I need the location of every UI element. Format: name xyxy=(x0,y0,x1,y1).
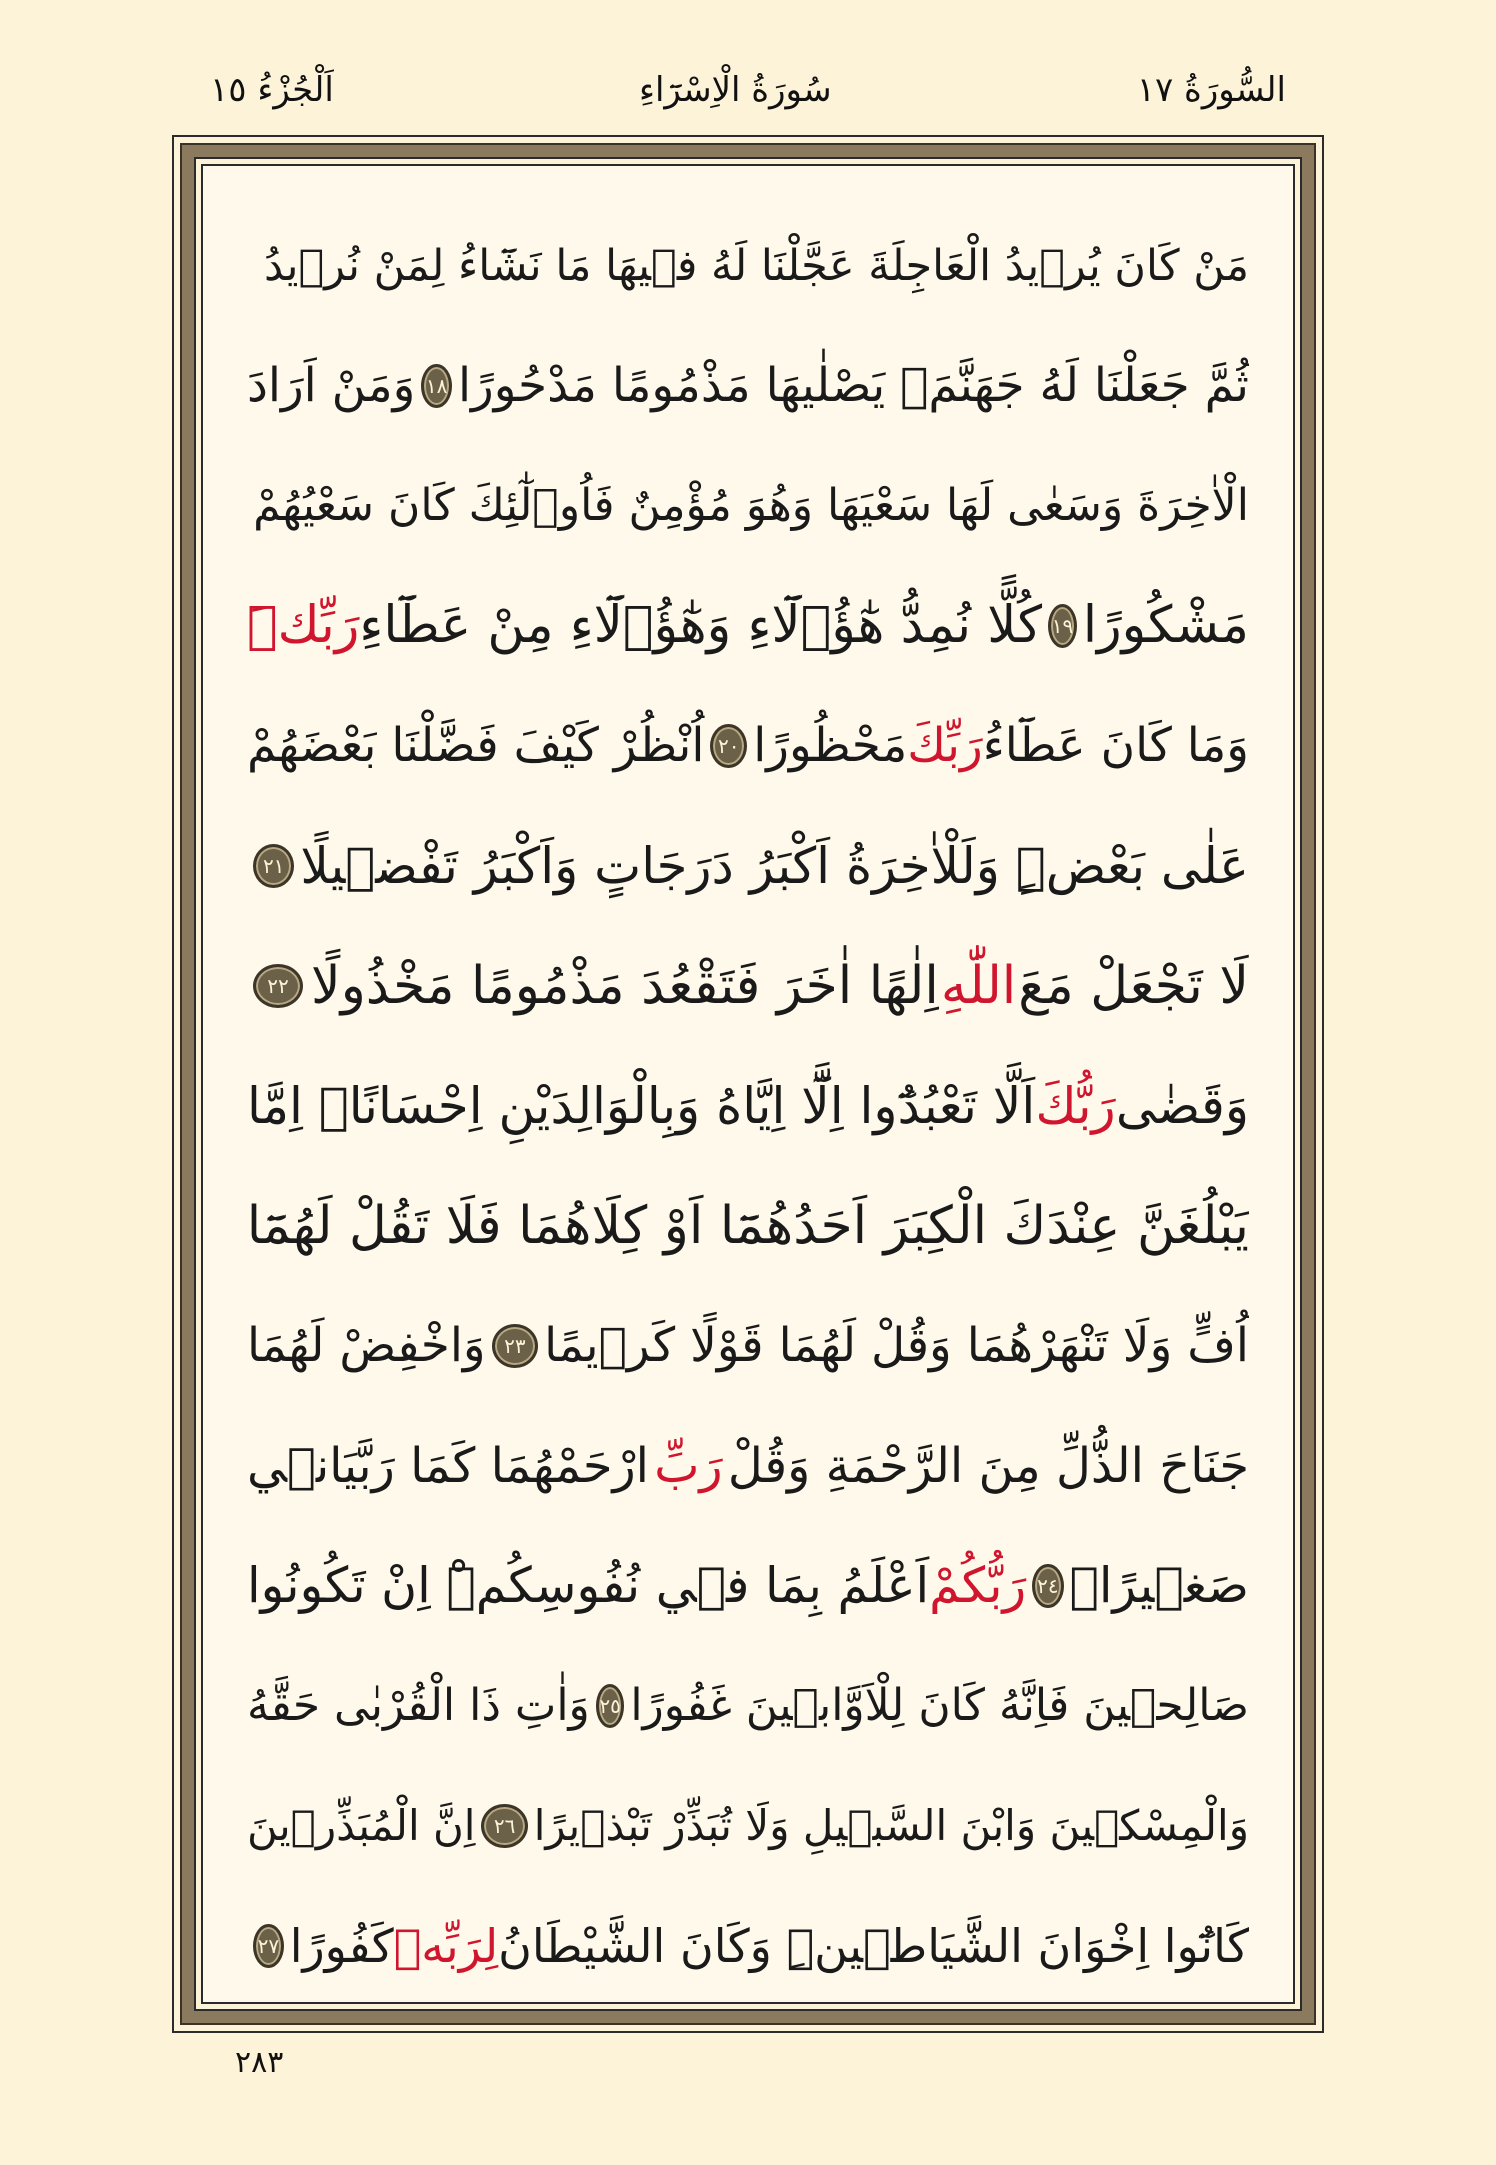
verse-text: كُلًّا نُمِدُّ هٰٓؤُ۬لَٓاءِ وَهٰٓؤُ۬لَٓاءِ مِنْ عَطَٓاءِ xyxy=(359,596,1043,655)
verse-line xyxy=(247,566,1249,686)
ayah-number-marker: ٢٤ xyxy=(1032,1564,1063,1608)
divine-name-text: لِرَبِّهٖ xyxy=(393,1919,499,1973)
verse-text: وَاٰتِ ذَا الْقُرْبٰى حَقَّهُ xyxy=(247,1680,590,1731)
verse-text: اُفٍّ وَلَا تَنْهَرْهُمَا وَقُلْ لَهُمَا قَوْلًا كَرٖيمًا xyxy=(544,1318,1249,1373)
ayah-number-marker: ١٨ xyxy=(421,364,452,408)
verse-text: وَاخْفِضْ لَهُمَا xyxy=(247,1318,486,1373)
verse-line xyxy=(247,446,1249,566)
ayah-number-marker: ١٩ xyxy=(1048,604,1077,648)
page-frame xyxy=(172,135,1324,2033)
verse-text: عَلٰى بَعْضٍۜ وَلَلْاٰخِرَةُ اَكْبَرُ دَرَجَاتٍ وَاَكْبَرُ تَفْضٖيلًا xyxy=(300,837,1249,895)
verse-text: مَحْظُورًا xyxy=(753,718,908,773)
verse-text: جَنَاحَ الذُّلِّ مِنَ الرَّحْمَةِ وَقُلْ xyxy=(727,1438,1249,1494)
page-header xyxy=(210,60,1286,120)
ayah-number-marker: ٢٥ xyxy=(596,1684,625,1728)
verse-text: لَا تَجْعَلْ مَعَ xyxy=(1018,956,1249,1016)
verse-text: وَقَضٰى xyxy=(1115,1077,1249,1135)
divine-name-text: رَبُّكَ xyxy=(1035,1077,1116,1135)
verse-line xyxy=(247,1886,1249,2004)
quran-text-area xyxy=(201,164,1295,2004)
verse-text: كَانُٓوا اِخْوَانَ الشَّيَاطٖينِۜ وَكَانَ الشَّيْطَانُ xyxy=(498,1919,1249,1973)
frame-border-band xyxy=(180,143,1316,2025)
divine-name-text: رَبِّكَ xyxy=(907,718,983,773)
verse-text: ثُمَّ جَعَلْنَا لَهُ جَهَنَّمَۚ يَصْلٰيهَا مَذْمُومًا مَدْحُورًا xyxy=(458,358,1249,413)
verse-line xyxy=(247,1526,1249,1646)
divine-name-text: اللّٰهِ xyxy=(940,956,1017,1016)
verse-text: ارْحَمْهُمَا كَمَا رَبَّيَانٖي xyxy=(247,1438,649,1494)
divine-name-text: رَبِّ xyxy=(654,1438,723,1494)
verse-text: مَنْ كَانَ يُرٖيدُ الْعَاجِلَةَ عَجَّلْنَا لَهُ فٖيهَا مَا نَشَٓاءُ لِمَنْ نُرٖيدُ xyxy=(263,241,1249,291)
divine-name-text: رَبِّكَۜ xyxy=(247,596,360,655)
verse-text: الْاٰخِرَةَ وَسَعٰى لَهَا سَعْيَهَا وَهُوَ مُؤْمِنٌ فَاُو۬لٰٓئِكَ كَانَ سَعْيُهُمْ xyxy=(253,480,1249,531)
verse-text: صَغٖيرًاۜ xyxy=(1069,1557,1249,1614)
verse-line xyxy=(247,926,1249,1046)
frame-inner-border xyxy=(194,157,1302,2011)
verse-text: اِلٰهًا اٰخَرَ فَتَقْعُدَ مَذْمُومًا مَخْذُولًا xyxy=(311,956,939,1016)
verse-line xyxy=(247,1286,1249,1406)
juz-label: اَلْجُزْءُ ١٥ xyxy=(210,70,334,110)
ayah-number-marker: ٢٣ xyxy=(492,1324,538,1368)
verse-text: اِنَّ الْمُبَذِّرٖينَ xyxy=(247,1801,476,1850)
verse-text: مَشْكُورًا xyxy=(1082,596,1249,655)
verse-line xyxy=(247,806,1249,926)
ayah-number-marker: ٢٧ xyxy=(253,1924,284,1968)
verse-text: وَمَنْ اَرَادَ xyxy=(247,358,416,413)
ayah-number-marker: ٢٦ xyxy=(481,1804,527,1848)
verse-text: اَلَّا تَعْبُدُٓوا اِلَّٓا اِيَّاهُ وَبِالْوَالِدَيْنِ اِحْسَانًاۜ اِمَّا xyxy=(247,1077,1036,1135)
verse-line xyxy=(247,1406,1249,1526)
ayah-number-marker: ٢١ xyxy=(253,844,294,888)
verse-text: كَفُورًا xyxy=(289,1919,394,1973)
surah-name-title: سُورَةُ الْاِسْرَٓاءِ xyxy=(638,70,832,110)
divine-name-text: رَبُّكُمْ xyxy=(929,1557,1027,1614)
verse-text: اَعْلَمُ بِمَا فٖي نُفُوسِكُمْۜ اِنْ تَكُونُوا xyxy=(247,1557,930,1614)
verse-line xyxy=(247,206,1249,326)
verse-line xyxy=(247,1646,1249,1766)
verse-line xyxy=(247,1166,1249,1286)
verse-line xyxy=(247,1766,1249,1886)
surah-number-label: السُّورَةُ ١٧ xyxy=(1136,70,1286,110)
verse-text: وَالْمِسْكٖينَ وَابْنَ السَّبٖيلِ وَلَا تُبَذِّرْ تَبْذٖيرًا xyxy=(533,1801,1249,1850)
verse-line xyxy=(247,686,1249,806)
ayah-number-marker: ٢٢ xyxy=(253,964,303,1008)
ayah-number-marker: ٢٠ xyxy=(710,724,747,768)
verse-text: اُنْظُرْ كَيْفَ فَضَّلْنَا بَعْضَهُمْ xyxy=(247,718,705,773)
verse-text: يَبْلُغَنَّ عِنْدَكَ الْكِبَرَ اَحَدُهُمَٓا اَوْ كِلَاهُمَا فَلَا تَقُلْ لَهُمَٓا xyxy=(247,1196,1249,1256)
page-number: ٢٨٣ xyxy=(235,2045,284,2080)
verse-line xyxy=(247,1046,1249,1166)
verse-line xyxy=(247,326,1249,446)
verse-text: صَالِحٖينَ فَاِنَّهُ كَانَ لِلْاَوَّابٖينَ غَفُورًا xyxy=(630,1680,1249,1731)
verse-text: وَمَا كَانَ عَطَٓاءُ xyxy=(982,718,1249,773)
